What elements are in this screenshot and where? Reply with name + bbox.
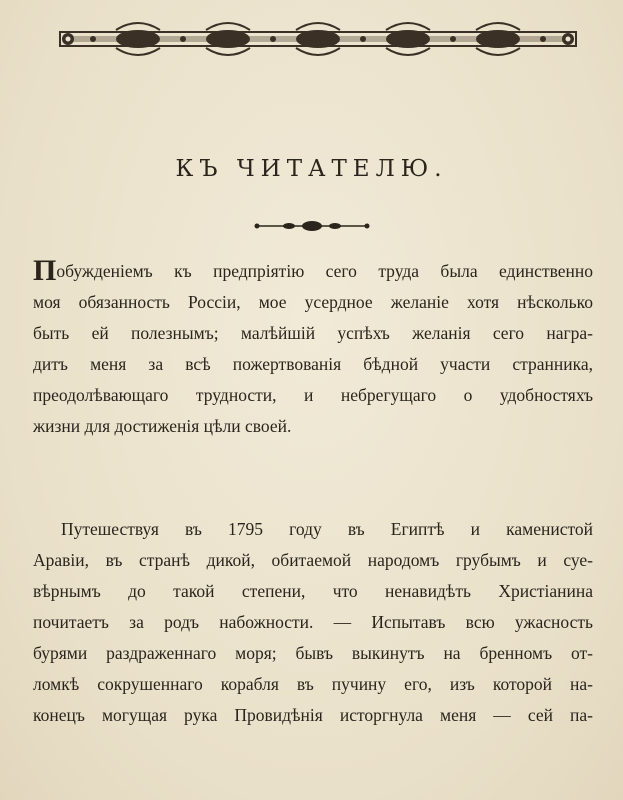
paragraph-2-line: Путешествуя въ 1795 году въ Египтѣ и каменистой: [61, 519, 593, 539]
paragraph-2-line: вѣрнымъ до такой степени, что ненавидѣть Христіанина: [33, 581, 593, 601]
paragraph-1-line: быть ей полезнымъ; малѣйшій успѣхъ желанія сего награ-: [33, 323, 593, 343]
drop-cap: П: [33, 254, 57, 287]
paragraph-1: [33, 256, 593, 442]
paragraph-1-line: дитъ меня за всѣ пожертвованія бѣдной участи странника,: [33, 354, 593, 374]
paragraph-2-line: Аравіи, въ странѣ дикой, обитаемой народомъ грубымъ и суе-: [33, 550, 593, 570]
paragraph-2-line: ломкѣ сокрушеннаго корабля въ пучину его, изъ которой на-: [33, 674, 593, 694]
paragraph-1-line: Побужденіемъ къ предпріятію сего труда была единственно: [33, 254, 593, 287]
paragraph-2-line: почитаетъ за родъ набожности. — Испытавъ всю ужасность: [33, 612, 593, 632]
ornamental-divider: [253, 219, 371, 233]
paragraph-2: [33, 514, 593, 731]
paragraph-1-line: моя обязанность Россіи, мое усердное желаніе хотя нѣсколько: [33, 292, 593, 312]
paragraph-1-line: жизни для достиженія цѣли своей.: [33, 416, 292, 436]
paragraph-2-line: бурями раздраженнаго моря; бывъ выкинутъ на бренномъ от-: [33, 643, 593, 663]
ornamental-headpiece: [58, 20, 578, 62]
page-title: КЪ ЧИТАТЕЛЮ.: [175, 156, 448, 182]
paragraph-2-line: конецъ могущая рука Провидѣнія исторгнула меня — сей па-: [33, 705, 593, 725]
paragraph-1-line: преодолѣвающаго трудности, и небрегущаго о удобностяхъ: [33, 385, 593, 405]
